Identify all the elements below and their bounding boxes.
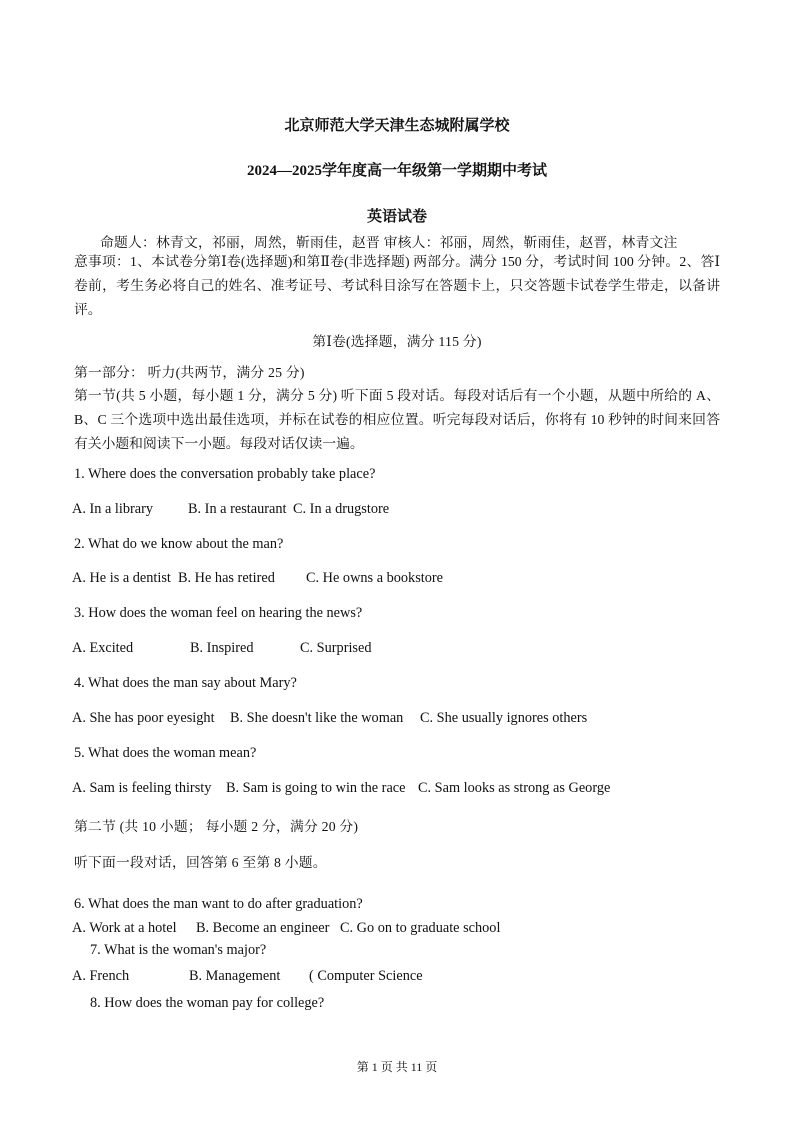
- school-title: 北京师范大学天津生态城附属学校: [284, 118, 510, 134]
- option-c[interactable]: C. Surprised: [300, 640, 372, 656]
- question-8: 8. How does the woman pay for college?: [90, 995, 325, 1011]
- option-c[interactable]: C. In a drugstore: [293, 501, 390, 517]
- option-b[interactable]: B. In a restaurant: [188, 501, 287, 517]
- option-c[interactable]: C. Go on to graduate school: [340, 920, 501, 936]
- page-footer: 第 1 页 共 11 页: [356, 1060, 438, 1074]
- section1-instructions: 第一节(共 5 小题，每小题 1 分，满分 5 分) 听下面 5 段对话。每段对话后有一个小题，从题中所给的 A、B、C 三个选项中选出最佳选项，并标在试卷的相应位置。听完每段对话后，你将有 10 秒钟的时间来回答有关小题和阅读下一小题。每段对话仅读一遍。: [74, 388, 720, 451]
- option-a[interactable]: A. Work at a hotel: [72, 920, 177, 936]
- intro-notes: 意事项：1、本试卷分第Ⅰ卷(选择题)和第Ⅱ卷(非选择题) 两部分。满分 150 分，考试时间 100 分钟。2、答Ⅰ卷前，考生务必将自己的姓名、准考证号、考试科目涂写在答题卡上，只交答题卡试卷学生带走，以备讲评。: [74, 254, 720, 317]
- question-3: 3. How does the woman feel on hearing the news?: [74, 605, 363, 621]
- options-6: [72, 920, 712, 940]
- option-b[interactable]: B. Become an engineer: [196, 920, 330, 936]
- option-a[interactable]: A. He is a dentist: [72, 570, 171, 586]
- option-a[interactable]: A. Excited: [72, 640, 134, 656]
- option-c[interactable]: C. He owns a bookstore: [306, 570, 443, 586]
- option-b[interactable]: B. He has retired: [178, 570, 275, 586]
- options-2: [72, 570, 712, 590]
- option-c[interactable]: ( Computer Science: [309, 968, 423, 984]
- section2-instructions: 听下面一段对话，回答第 6 至第 8 小题。: [74, 855, 327, 870]
- options-4: [72, 710, 712, 730]
- options-1: [72, 501, 712, 521]
- option-b[interactable]: B. Sam is going to win the race: [226, 780, 406, 796]
- intro-authors: 命题人：林青文，祁丽，周然，靳雨佳，赵晋 审核人：祁丽，周然，靳雨佳，赵晋，林青文注: [100, 235, 678, 250]
- question-7: 7. What is the woman's major?: [90, 942, 267, 958]
- option-a[interactable]: A. Sam is feeling thirsty: [72, 780, 212, 796]
- options-5: [72, 780, 712, 800]
- option-c[interactable]: C. She usually ignores others: [420, 710, 588, 726]
- option-a[interactable]: A. She has poor eyesight: [72, 710, 215, 726]
- question-4: 4. What does the man say about Mary?: [74, 675, 297, 691]
- option-a[interactable]: A. French: [72, 968, 130, 984]
- section1-heading: 第一部分： 听力(共两节，满分 25 分): [74, 365, 305, 380]
- exam-title: 2024—2025学年度高一年级第一学期期中考试: [246, 163, 547, 179]
- question-1: 1. Where does the conversation probably take place?: [74, 466, 376, 482]
- option-b[interactable]: B. Management: [189, 968, 281, 984]
- option-b[interactable]: B. She doesn't like the woman: [230, 710, 404, 726]
- question-6: 6. What does the man want to do after graduation?: [74, 896, 363, 912]
- options-3: [72, 640, 712, 660]
- option-b[interactable]: B. Inspired: [190, 640, 254, 656]
- option-a[interactable]: A. In a library: [72, 501, 153, 517]
- options-7: [72, 968, 712, 988]
- part1-heading: 第Ⅰ卷(选择题，满分 115 分): [312, 334, 482, 349]
- question-2: 2. What do we know about the man?: [74, 536, 284, 552]
- option-c[interactable]: C. Sam looks as strong as George: [418, 780, 611, 796]
- question-5: 5. What does the woman mean?: [74, 745, 257, 761]
- section2-heading: 第二节 (共 10 小题； 每小题 2 分，满分 20 分): [74, 819, 359, 834]
- subject-title: 英语试卷: [366, 209, 427, 225]
